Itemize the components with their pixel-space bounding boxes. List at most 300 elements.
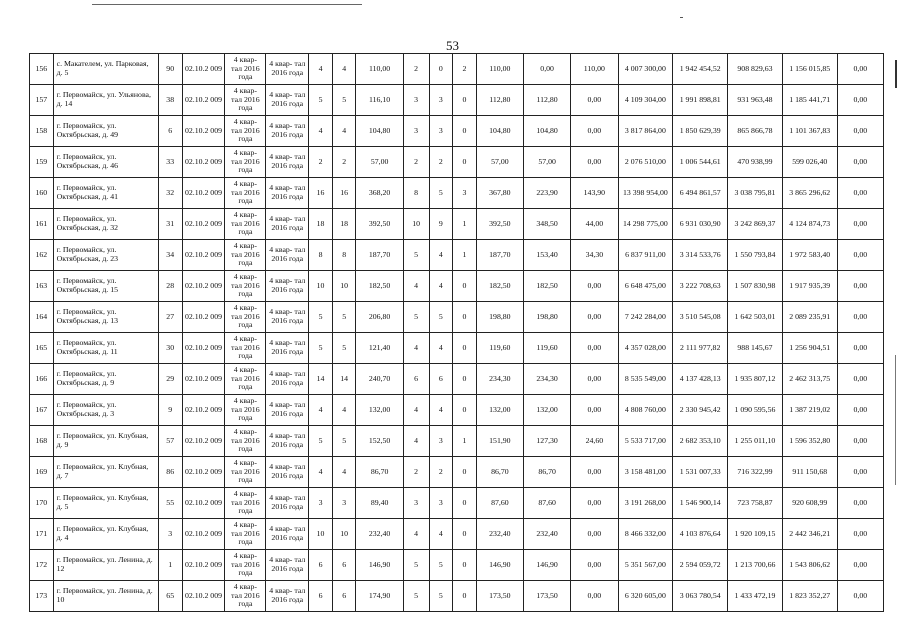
cell-area-private: 0,00 — [571, 364, 618, 395]
cell-count-b: 6 — [332, 581, 356, 612]
cell-area-municipal: 57,00 — [524, 147, 571, 178]
cell-actual-quarter: 4 квар- тал 2016 года — [266, 581, 309, 612]
cell-address: г. Первомайск, ул. Октябрьская, д. 9 — [53, 364, 158, 395]
cell-planned-quarter: 4 квар- тал 2016 года — [225, 519, 266, 550]
cell-house-ref: 28 — [158, 271, 182, 302]
cell-count-a: 16 — [309, 178, 333, 209]
cell-cost-region: 1 213 700,66 — [728, 550, 783, 581]
cell-residents-total: 4 — [403, 519, 429, 550]
cell-address: г. Первомайск, ул. Ленина, д. 12 — [53, 550, 158, 581]
cell-residents-total: 5 — [403, 240, 429, 271]
cell-area-resettled: 234,30 — [476, 364, 523, 395]
cell-row-number: 166 — [30, 364, 54, 395]
cell-area-total: 182,50 — [356, 271, 403, 302]
cell-residents-b: 0 — [453, 550, 477, 581]
table-row — [30, 116, 884, 147]
cell-count-a: 4 — [309, 54, 333, 85]
cell-residents-total: 4 — [403, 271, 429, 302]
cell-area-private: 0,00 — [571, 147, 618, 178]
cell-area-private: 0,00 — [571, 85, 618, 116]
cell-date: 02.10.2 009 — [182, 178, 225, 209]
cell-area-resettled: 112,80 — [476, 85, 523, 116]
table-row — [30, 302, 884, 333]
cell-cost-fund: 1 850 629,39 — [673, 116, 728, 147]
cell-planned-quarter: 4 квар- тал 2016 года — [225, 85, 266, 116]
cell-cost-total: 2 076 510,00 — [618, 147, 673, 178]
cell-actual-quarter: 4 квар- тал 2016 года — [266, 426, 309, 457]
cell-area-total: 116,10 — [356, 85, 403, 116]
cell-residents-total: 6 — [403, 364, 429, 395]
cell-count-b: 4 — [332, 457, 356, 488]
cell-house-ref: 33 — [158, 147, 182, 178]
cell-count-a: 8 — [309, 240, 333, 271]
cell-residents-total: 2 — [403, 457, 429, 488]
table-row — [30, 178, 884, 209]
cell-date: 02.10.2 009 — [182, 54, 225, 85]
cell-area-municipal: 87,60 — [524, 488, 571, 519]
cell-cost-local: 1 543 806,62 — [782, 550, 837, 581]
cell-cost-region: 1 642 503,01 — [728, 302, 783, 333]
cell-cost-other: 0,00 — [837, 116, 883, 147]
cell-row-number: 172 — [30, 550, 54, 581]
cell-cost-region: 1 433 472,19 — [728, 581, 783, 612]
cell-address: г. Первомайск, ул. Октябрьская, д. 23 — [53, 240, 158, 271]
cell-row-number: 167 — [30, 395, 54, 426]
cell-area-resettled: 146,90 — [476, 550, 523, 581]
cell-planned-quarter: 4 квар- тал 2016 года — [225, 116, 266, 147]
cell-residents-b: 0 — [453, 457, 477, 488]
cell-area-resettled: 187,70 — [476, 240, 523, 271]
cell-date: 02.10.2 009 — [182, 395, 225, 426]
cell-cost-other: 0,00 — [837, 550, 883, 581]
cell-address: г. Первомайск, ул. Октябрьская, д. 41 — [53, 178, 158, 209]
cell-area-resettled: 182,50 — [476, 271, 523, 302]
cell-planned-quarter: 4 квар- тал 2016 года — [225, 209, 266, 240]
cell-count-a: 14 — [309, 364, 333, 395]
cell-cost-total: 3 817 864,00 — [618, 116, 673, 147]
cell-area-total: 368,20 — [356, 178, 403, 209]
cell-cost-total: 4 808 760,00 — [618, 395, 673, 426]
cell-house-ref: 55 — [158, 488, 182, 519]
cell-count-a: 3 — [309, 488, 333, 519]
cell-count-a: 4 — [309, 395, 333, 426]
table-row — [30, 457, 884, 488]
cell-area-municipal: 146,90 — [524, 550, 571, 581]
cell-actual-quarter: 4 квар- тал 2016 года — [266, 519, 309, 550]
cell-cost-fund: 2 682 353,10 — [673, 426, 728, 457]
cell-cost-total: 13 398 954,00 — [618, 178, 673, 209]
cell-house-ref: 65 — [158, 581, 182, 612]
cell-count-a: 5 — [309, 302, 333, 333]
cell-address: г. Первомайск, ул. Клубная, д. 7 — [53, 457, 158, 488]
cell-cost-fund: 6 931 030,90 — [673, 209, 728, 240]
cell-cost-local: 4 124 874,73 — [782, 209, 837, 240]
cell-house-ref: 9 — [158, 395, 182, 426]
cell-actual-quarter: 4 квар- тал 2016 года — [266, 54, 309, 85]
cell-cost-region: 3 038 795,81 — [728, 178, 783, 209]
cell-area-total: 232,40 — [356, 519, 403, 550]
cell-residents-total: 8 — [403, 178, 429, 209]
cell-date: 02.10.2 009 — [182, 550, 225, 581]
cell-planned-quarter: 4 квар- тал 2016 года — [225, 426, 266, 457]
cell-house-ref: 57 — [158, 426, 182, 457]
cell-house-ref: 90 — [158, 54, 182, 85]
table-row — [30, 364, 884, 395]
cell-area-municipal: 173,50 — [524, 581, 571, 612]
cell-residents-b: 0 — [453, 519, 477, 550]
cell-count-b: 6 — [332, 550, 356, 581]
cell-residents-a: 4 — [429, 395, 453, 426]
cell-count-a: 5 — [309, 85, 333, 116]
cell-residents-b: 0 — [453, 488, 477, 519]
cell-residents-a: 4 — [429, 519, 453, 550]
cell-cost-local: 2 089 235,91 — [782, 302, 837, 333]
cell-area-total: 110,00 — [356, 54, 403, 85]
scan-mark — [680, 17, 683, 18]
cell-row-number: 157 — [30, 85, 54, 116]
cell-cost-local: 1 156 015,85 — [782, 54, 837, 85]
cell-residents-b: 0 — [453, 364, 477, 395]
table-row — [30, 271, 884, 302]
cell-actual-quarter: 4 квар- тал 2016 года — [266, 240, 309, 271]
cell-area-resettled: 57,00 — [476, 147, 523, 178]
margin-mark — [895, 60, 897, 88]
cell-date: 02.10.2 009 — [182, 333, 225, 364]
cell-area-total: 152,50 — [356, 426, 403, 457]
cell-area-total: 86,70 — [356, 457, 403, 488]
cell-row-number: 164 — [30, 302, 54, 333]
cell-area-resettled: 104,80 — [476, 116, 523, 147]
cell-area-total: 132,00 — [356, 395, 403, 426]
cell-count-a: 4 — [309, 116, 333, 147]
cell-date: 02.10.2 009 — [182, 457, 225, 488]
cell-area-private: 0,00 — [571, 519, 618, 550]
cell-cost-fund: 3 222 708,63 — [673, 271, 728, 302]
cell-count-a: 6 — [309, 550, 333, 581]
cell-area-private: 0,00 — [571, 457, 618, 488]
cell-residents-b: 0 — [453, 395, 477, 426]
cell-count-b: 18 — [332, 209, 356, 240]
cell-cost-fund: 1 991 898,81 — [673, 85, 728, 116]
cell-residents-a: 0 — [429, 54, 453, 85]
cell-residents-b: 0 — [453, 271, 477, 302]
cell-area-private: 0,00 — [571, 581, 618, 612]
cell-residents-b: 0 — [453, 147, 477, 178]
cell-date: 02.10.2 009 — [182, 488, 225, 519]
cell-address: г. Первомайск, ул. Октябрьская, д. 15 — [53, 271, 158, 302]
cell-cost-total: 7 242 284,00 — [618, 302, 673, 333]
cell-count-a: 6 — [309, 581, 333, 612]
cell-actual-quarter: 4 квар- тал 2016 года — [266, 85, 309, 116]
cell-cost-total: 6 648 475,00 — [618, 271, 673, 302]
cell-row-number: 170 — [30, 488, 54, 519]
cell-cost-region: 1 920 109,15 — [728, 519, 783, 550]
cell-address: г. Первомайск, ул. Клубная, д. 5 — [53, 488, 158, 519]
cell-area-resettled: 198,80 — [476, 302, 523, 333]
cell-cost-fund: 2 594 059,72 — [673, 550, 728, 581]
cell-area-municipal: 112,80 — [524, 85, 571, 116]
cell-count-b: 16 — [332, 178, 356, 209]
cell-row-number: 163 — [30, 271, 54, 302]
cell-area-municipal: 104,80 — [524, 116, 571, 147]
table-row — [30, 85, 884, 116]
cell-row-number: 156 — [30, 54, 54, 85]
cell-actual-quarter: 4 квар- тал 2016 года — [266, 116, 309, 147]
cell-cost-local: 1 917 935,39 — [782, 271, 837, 302]
cell-area-private: 0,00 — [571, 302, 618, 333]
margin-mark-lower — [895, 355, 896, 485]
table-row — [30, 395, 884, 426]
housing-register-table — [29, 53, 884, 612]
cell-residents-a: 9 — [429, 209, 453, 240]
cell-cost-fund: 3 510 545,08 — [673, 302, 728, 333]
cell-area-total: 57,00 — [356, 147, 403, 178]
cell-area-municipal: 86,70 — [524, 457, 571, 488]
cell-residents-b: 1 — [453, 426, 477, 457]
cell-area-municipal: 198,80 — [524, 302, 571, 333]
cell-date: 02.10.2 009 — [182, 364, 225, 395]
table-body — [30, 54, 884, 612]
cell-actual-quarter: 4 квар- тал 2016 года — [266, 178, 309, 209]
cell-row-number: 173 — [30, 581, 54, 612]
cell-cost-other: 0,00 — [837, 488, 883, 519]
cell-address: г. Первомайск, ул. Октябрьская, д. 32 — [53, 209, 158, 240]
cell-cost-other: 0,00 — [837, 519, 883, 550]
cell-cost-region: 1 550 793,84 — [728, 240, 783, 271]
cell-area-resettled: 132,00 — [476, 395, 523, 426]
cell-date: 02.10.2 009 — [182, 302, 225, 333]
cell-planned-quarter: 4 квар- тал 2016 года — [225, 333, 266, 364]
cell-house-ref: 27 — [158, 302, 182, 333]
cell-residents-b: 0 — [453, 85, 477, 116]
cell-cost-region: 3 242 869,37 — [728, 209, 783, 240]
cell-residents-a: 3 — [429, 426, 453, 457]
cell-area-municipal: 348,50 — [524, 209, 571, 240]
table-row — [30, 550, 884, 581]
cell-area-municipal: 223,90 — [524, 178, 571, 209]
cell-actual-quarter: 4 квар- тал 2016 года — [266, 209, 309, 240]
cell-cost-other: 0,00 — [837, 271, 883, 302]
cell-row-number: 158 — [30, 116, 54, 147]
cell-cost-local: 1 823 352,27 — [782, 581, 837, 612]
cell-area-municipal: 153,40 — [524, 240, 571, 271]
cell-row-number: 171 — [30, 519, 54, 550]
cell-residents-total: 4 — [403, 333, 429, 364]
cell-residents-total: 2 — [403, 147, 429, 178]
cell-area-municipal: 119,60 — [524, 333, 571, 364]
cell-cost-region: 470 938,99 — [728, 147, 783, 178]
cell-residents-b: 0 — [453, 302, 477, 333]
cell-cost-other: 0,00 — [837, 147, 883, 178]
cell-cost-total: 5 351 567,00 — [618, 550, 673, 581]
cell-cost-other: 0,00 — [837, 581, 883, 612]
cell-residents-total: 5 — [403, 581, 429, 612]
cell-cost-other: 0,00 — [837, 457, 883, 488]
cell-area-private: 24,60 — [571, 426, 618, 457]
cell-actual-quarter: 4 квар- тал 2016 года — [266, 147, 309, 178]
cell-residents-total: 4 — [403, 395, 429, 426]
cell-cost-total: 3 158 481,00 — [618, 457, 673, 488]
cell-planned-quarter: 4 квар- тал 2016 года — [225, 54, 266, 85]
cell-cost-total: 3 191 268,00 — [618, 488, 673, 519]
cell-area-private: 110,00 — [571, 54, 618, 85]
cell-planned-quarter: 4 квар- тал 2016 года — [225, 364, 266, 395]
cell-area-municipal: 232,40 — [524, 519, 571, 550]
cell-residents-a: 5 — [429, 581, 453, 612]
cell-cost-fund: 1 531 007,33 — [673, 457, 728, 488]
cell-residents-total: 10 — [403, 209, 429, 240]
cell-cost-fund: 1 546 900,14 — [673, 488, 728, 519]
cell-cost-fund: 2 111 977,82 — [673, 333, 728, 364]
cell-date: 02.10.2 009 — [182, 271, 225, 302]
cell-planned-quarter: 4 квар- тал 2016 года — [225, 488, 266, 519]
cell-count-a: 10 — [309, 519, 333, 550]
cell-address: г. Первомайск, ул. Клубная, д. 9 — [53, 426, 158, 457]
cell-cost-region: 1 090 595,56 — [728, 395, 783, 426]
cell-date: 02.10.2 009 — [182, 116, 225, 147]
cell-residents-a: 4 — [429, 240, 453, 271]
cell-row-number: 160 — [30, 178, 54, 209]
table-row — [30, 54, 884, 85]
cell-cost-fund: 3 063 780,54 — [673, 581, 728, 612]
cell-count-a: 2 — [309, 147, 333, 178]
cell-planned-quarter: 4 квар- тал 2016 года — [225, 395, 266, 426]
cell-cost-fund: 6 494 861,57 — [673, 178, 728, 209]
cell-area-private: 0,00 — [571, 550, 618, 581]
cell-residents-total: 5 — [403, 550, 429, 581]
cell-cost-region: 1 255 011,10 — [728, 426, 783, 457]
cell-address: г. Первомайск, ул. Ульянова, д. 14 — [53, 85, 158, 116]
cell-cost-total: 4 357 028,00 — [618, 333, 673, 364]
cell-date: 02.10.2 009 — [182, 426, 225, 457]
cell-area-municipal: 234,30 — [524, 364, 571, 395]
cell-residents-a: 5 — [429, 550, 453, 581]
cell-cost-total: 8 466 332,00 — [618, 519, 673, 550]
header-rule — [92, 4, 362, 5]
cell-area-resettled: 86,70 — [476, 457, 523, 488]
cell-actual-quarter: 4 квар- тал 2016 года — [266, 457, 309, 488]
cell-residents-total: 4 — [403, 426, 429, 457]
cell-actual-quarter: 4 квар- тал 2016 года — [266, 271, 309, 302]
cell-residents-a: 6 — [429, 364, 453, 395]
cell-actual-quarter: 4 квар- тал 2016 года — [266, 364, 309, 395]
table-row — [30, 581, 884, 612]
cell-actual-quarter: 4 квар- тал 2016 года — [266, 550, 309, 581]
cell-residents-a: 5 — [429, 302, 453, 333]
cell-area-private: 0,00 — [571, 488, 618, 519]
cell-count-b: 10 — [332, 519, 356, 550]
cell-cost-total: 6 837 911,00 — [618, 240, 673, 271]
cell-planned-quarter: 4 квар- тал 2016 года — [225, 147, 266, 178]
cell-residents-a: 2 — [429, 457, 453, 488]
cell-area-total: 89,40 — [356, 488, 403, 519]
cell-area-total: 187,70 — [356, 240, 403, 271]
cell-area-municipal: 132,00 — [524, 395, 571, 426]
cell-planned-quarter: 4 квар- тал 2016 года — [225, 271, 266, 302]
cell-area-private: 143,90 — [571, 178, 618, 209]
cell-cost-total: 8 535 549,00 — [618, 364, 673, 395]
cell-actual-quarter: 4 квар- тал 2016 года — [266, 395, 309, 426]
cell-cost-region: 723 758,87 — [728, 488, 783, 519]
cell-area-municipal: 182,50 — [524, 271, 571, 302]
cell-planned-quarter: 4 квар- тал 2016 года — [225, 302, 266, 333]
table-row — [30, 147, 884, 178]
cell-house-ref: 29 — [158, 364, 182, 395]
cell-count-b: 5 — [332, 333, 356, 364]
cell-cost-local: 1 596 352,80 — [782, 426, 837, 457]
cell-residents-total: 2 — [403, 54, 429, 85]
cell-cost-other: 0,00 — [837, 302, 883, 333]
cell-row-number: 162 — [30, 240, 54, 271]
cell-house-ref: 6 — [158, 116, 182, 147]
cell-actual-quarter: 4 квар- тал 2016 года — [266, 333, 309, 364]
cell-house-ref: 31 — [158, 209, 182, 240]
cell-area-resettled: 110,00 — [476, 54, 523, 85]
cell-area-resettled: 151,90 — [476, 426, 523, 457]
cell-cost-total: 5 533 717,00 — [618, 426, 673, 457]
cell-address: г. Первомайск, ул. Октябрьская, д. 13 — [53, 302, 158, 333]
cell-cost-local: 3 865 296,62 — [782, 178, 837, 209]
cell-row-number: 169 — [30, 457, 54, 488]
cell-count-a: 5 — [309, 426, 333, 457]
cell-cost-other: 0,00 — [837, 85, 883, 116]
cell-row-number: 165 — [30, 333, 54, 364]
cell-count-a: 4 — [309, 457, 333, 488]
cell-cost-total: 4 007 300,00 — [618, 54, 673, 85]
cell-date: 02.10.2 009 — [182, 209, 225, 240]
cell-residents-a: 5 — [429, 178, 453, 209]
cell-cost-other: 0,00 — [837, 178, 883, 209]
cell-area-municipal: 127,30 — [524, 426, 571, 457]
cell-residents-b: 1 — [453, 240, 477, 271]
cell-count-b: 4 — [332, 116, 356, 147]
cell-address: с. Макателем, ул. Парковая, д. 5 — [53, 54, 158, 85]
cell-count-b: 2 — [332, 147, 356, 178]
table-row — [30, 488, 884, 519]
cell-residents-b: 2 — [453, 54, 477, 85]
cell-cost-other: 0,00 — [837, 240, 883, 271]
cell-cost-local: 1 972 583,40 — [782, 240, 837, 271]
cell-cost-other: 0,00 — [837, 364, 883, 395]
table-row — [30, 426, 884, 457]
cell-actual-quarter: 4 квар- тал 2016 года — [266, 302, 309, 333]
cell-cost-region: 865 866,78 — [728, 116, 783, 147]
cell-address: г. Первомайск, ул. Октябрьская, д. 11 — [53, 333, 158, 364]
cell-count-a: 10 — [309, 271, 333, 302]
cell-cost-total: 4 109 304,00 — [618, 85, 673, 116]
cell-address: г. Первомайск, ул. Клубная, д. 4 — [53, 519, 158, 550]
cell-cost-other: 0,00 — [837, 333, 883, 364]
cell-cost-other: 0,00 — [837, 395, 883, 426]
cell-cost-other: 0,00 — [837, 426, 883, 457]
cell-row-number: 168 — [30, 426, 54, 457]
cell-cost-local: 1 101 367,83 — [782, 116, 837, 147]
cell-residents-total: 3 — [403, 116, 429, 147]
cell-cost-fund: 1 006 544,61 — [673, 147, 728, 178]
cell-planned-quarter: 4 квар- тал 2016 года — [225, 178, 266, 209]
cell-row-number: 159 — [30, 147, 54, 178]
table-row — [30, 240, 884, 271]
cell-cost-total: 6 320 605,00 — [618, 581, 673, 612]
cell-count-b: 10 — [332, 271, 356, 302]
cell-area-total: 240,70 — [356, 364, 403, 395]
cell-house-ref: 34 — [158, 240, 182, 271]
cell-cost-region: 1 935 807,12 — [728, 364, 783, 395]
cell-cost-local: 2 462 313,75 — [782, 364, 837, 395]
cell-address: г. Первомайск, ул. Октябрьская, д. 46 — [53, 147, 158, 178]
table-row — [30, 519, 884, 550]
cell-cost-local: 2 442 346,21 — [782, 519, 837, 550]
